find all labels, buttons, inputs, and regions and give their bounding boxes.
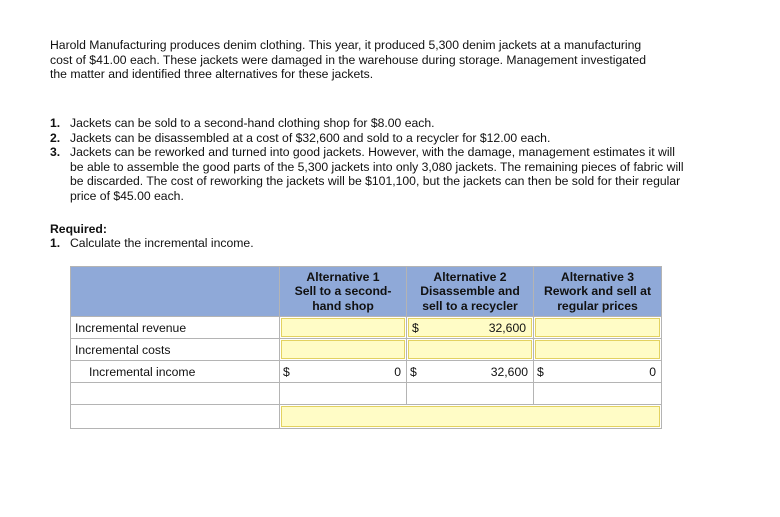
currency-symbol: $ xyxy=(283,364,290,379)
alternative-text: Jackets can be disassembled at a cost of $32,600 and sold to a recycler for $12.00 each. xyxy=(70,130,551,145)
alt2-costs-input[interactable] xyxy=(408,340,532,359)
row-label-revenue: Incremental revenue xyxy=(71,317,280,339)
alt1-costs-cell xyxy=(280,339,407,361)
header-line: Alternative 2 xyxy=(433,269,507,284)
alt1-income-value: 0 xyxy=(394,364,401,379)
header-line: Disassemble and xyxy=(420,284,520,299)
alt2-costs-cell xyxy=(407,339,534,361)
required-heading: Required: xyxy=(50,222,107,236)
header-line: sell to a recycler xyxy=(422,298,518,313)
currency-symbol: $ xyxy=(412,320,419,335)
required-number: 1. xyxy=(50,236,61,250)
table-row xyxy=(71,361,662,383)
row-label-income: Incremental income xyxy=(71,361,280,383)
alternative-item xyxy=(50,145,690,203)
header-line: Alternative 3 xyxy=(560,269,635,284)
alt2-income-value: 32,600 xyxy=(490,364,528,379)
alt2-revenue-cell xyxy=(407,317,534,339)
empty-cell xyxy=(534,383,662,405)
empty-cell xyxy=(71,383,280,405)
alternatives-list xyxy=(50,116,690,204)
alternative-text: Jackets can be sold to a second-hand clothing shop for $8.00 each. xyxy=(70,116,435,130)
row-label-costs: Incremental costs xyxy=(71,339,280,361)
required-item xyxy=(50,236,254,250)
alternative-item xyxy=(50,116,690,131)
required-text: Calculate the incremental income. xyxy=(70,236,254,250)
table-row xyxy=(71,383,662,405)
alt1-revenue-cell xyxy=(280,317,407,339)
alt1-revenue-input[interactable] xyxy=(281,318,405,337)
table-row xyxy=(71,339,662,361)
alternative-text: Jackets can be reworked and turned into good jackets. However, with the damage, management estimates it will be able to assemble the good parts of the 5,300 jackets into only 3,080 jackets. The remaining pieces of fabric will be discarded. The cost of reworking the jackets will be $101,100, but the jackets can then be sold for their regular price of $45.00 each. xyxy=(70,145,684,203)
alt3-income-cell xyxy=(534,361,662,383)
alt3-costs-cell xyxy=(534,339,662,361)
alt3-costs-input[interactable] xyxy=(535,340,660,359)
alternative-item xyxy=(50,131,690,146)
empty-cell xyxy=(407,383,534,405)
table-row xyxy=(71,317,662,339)
header-alternative-3 xyxy=(534,267,662,317)
alt2-revenue-input[interactable] xyxy=(408,318,532,337)
alternative-number: 2. xyxy=(50,130,61,145)
header-blank-cell xyxy=(71,267,280,317)
header-line: regular prices xyxy=(557,298,638,313)
answer-input[interactable] xyxy=(281,406,660,427)
answer-cell xyxy=(280,405,662,429)
alt2-revenue-value: 32,600 xyxy=(488,320,526,335)
header-line: Rework and sell at xyxy=(543,284,651,299)
empty-cell xyxy=(280,383,407,405)
header-line: Alternative 1 xyxy=(306,269,380,284)
header-line: hand shop xyxy=(312,298,374,313)
alt3-income-value: 0 xyxy=(649,364,656,379)
alt3-revenue-input[interactable] xyxy=(535,318,660,337)
header-alternative-1 xyxy=(280,267,407,317)
empty-cell xyxy=(71,405,280,429)
alt2-income-cell xyxy=(407,361,534,383)
header-alternative-2 xyxy=(407,267,534,317)
problem-intro: Harold Manufacturing produces denim clothing. This year, it produced 5,300 denim jackets at a manufacturing cost of $41.00 each. These jackets were damaged in the warehouse during storage. Management investigated the matter and identified three alternatives for these jackets. xyxy=(50,38,646,82)
alt3-revenue-cell xyxy=(534,317,662,339)
incremental-income-table xyxy=(70,266,662,429)
alternative-number: 1. xyxy=(50,116,61,130)
table-header-row xyxy=(71,267,662,317)
table-row xyxy=(71,405,662,429)
alt1-income-cell xyxy=(280,361,407,383)
currency-symbol: $ xyxy=(410,364,417,379)
alt1-costs-input[interactable] xyxy=(281,340,405,359)
header-line: Sell to a second- xyxy=(294,284,392,299)
alternative-number: 3. xyxy=(50,145,61,160)
currency-symbol: $ xyxy=(537,364,544,379)
